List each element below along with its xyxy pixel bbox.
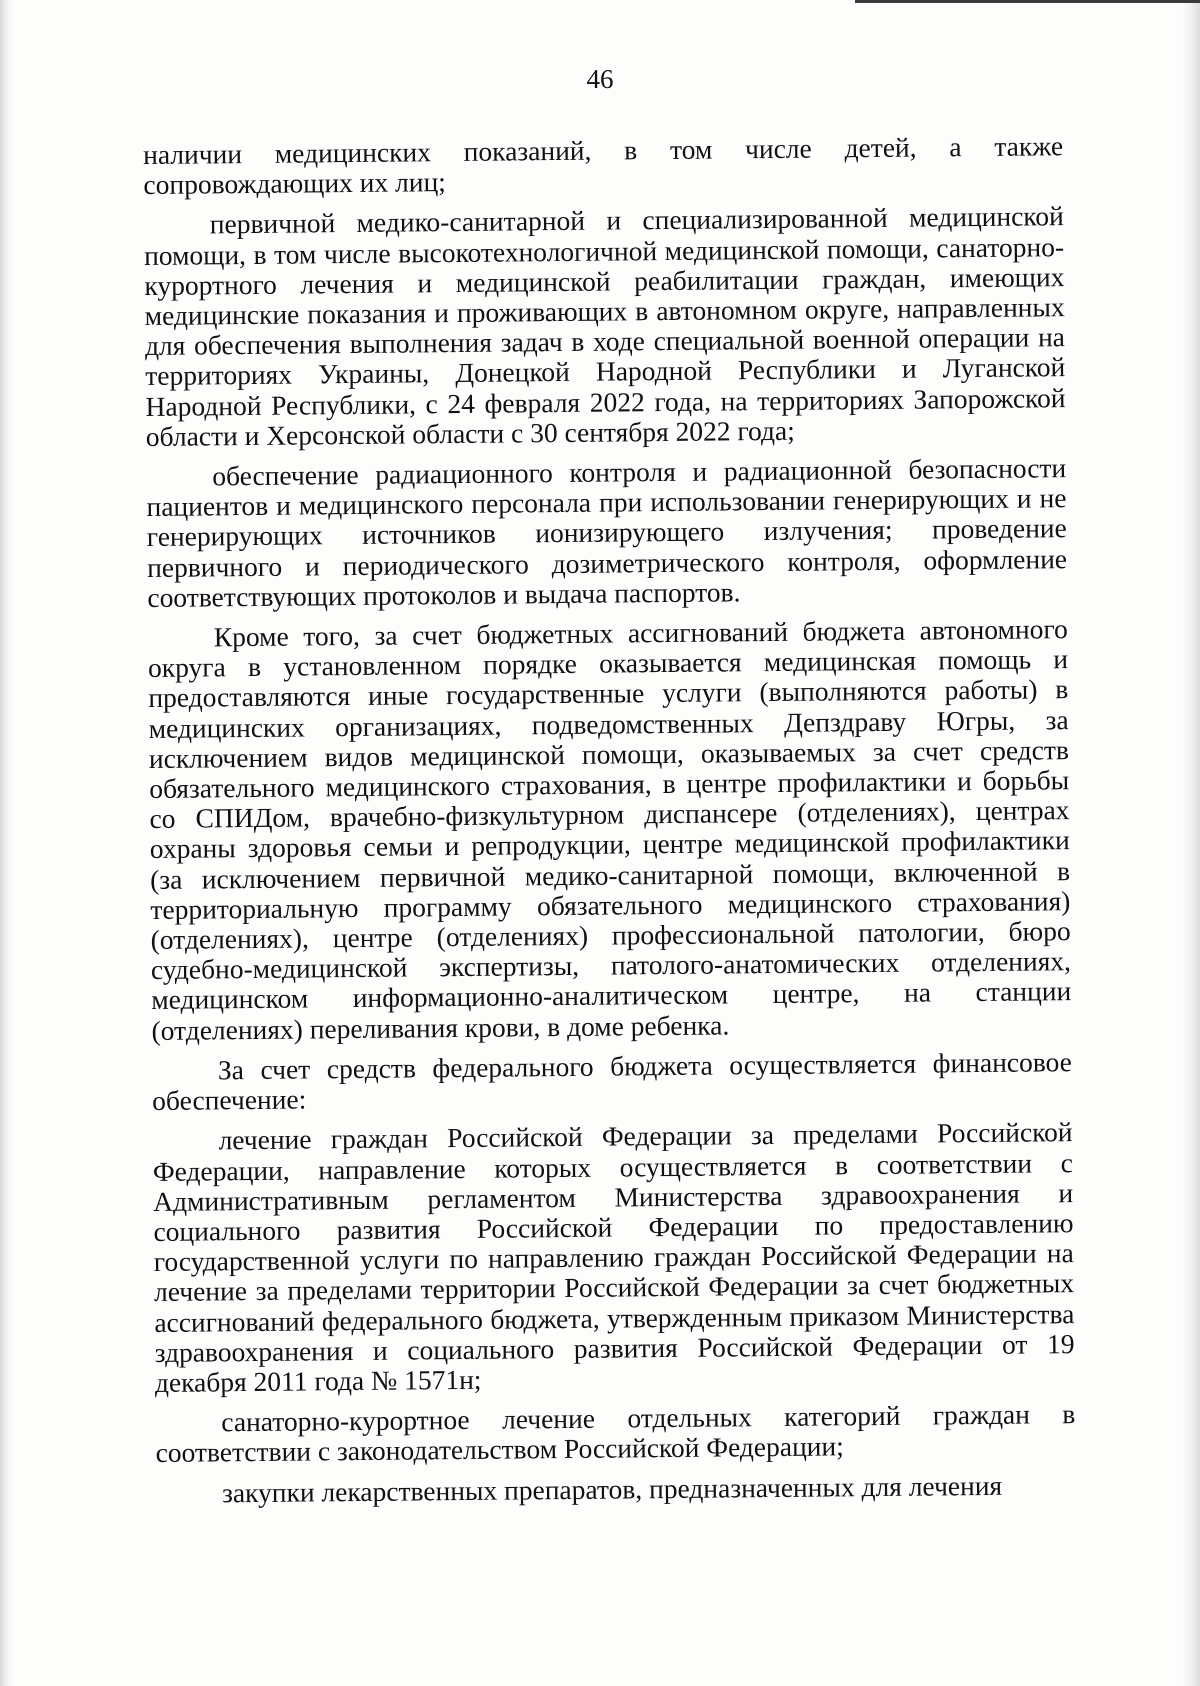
paragraph-radiation-control: обеспечение радиационного контроля и радиационной безопасности пациентов и медицинского персонала при использовании генерирующих и не генерирующих источников ионизирующего излучения; проведение первичного и периодического дозиметрического контроля, оформление соответствующих протоколов и выдача паспортов.	[146, 452, 1068, 613]
paragraph-sanatorium: санаторно-курортное лечение отдельных категорий граждан в соответствии с законодательством Российской Федерации;	[155, 1398, 1076, 1469]
paragraph-treatment-abroad: лечение граждан Российской Федерации за пределами Российской Федерации, направление которых осуществляется в соответствии с Административным регламентом Министерства здравоохранения и социального развития Российской Федерации по предоставлению государственной услуги по направлению граждан Российской Федерации на лечение за пределами территории Российской Федерации за счет бюджетных ассигнований федерального бюджета, утвержденным приказом Министерства здравоохранения и социального развития Российской Федерации от 19 декабря 2011 года № 1571н;	[152, 1116, 1075, 1398]
paragraph-federal-funding: За счет средств федерального бюджета осуществляется финансовое обеспечение:	[152, 1046, 1073, 1117]
paragraph-continuation: наличии медицинских показаний, в том числе детей, а также сопровождающих их лиц;	[142, 130, 1064, 201]
scan-edge-left	[0, 0, 14, 1686]
paragraph-primary-care: первичной медико-санитарной и специализированной медицинской помощи, в том числе высокотехнологичной медицинской помощи, санаторно-курортного лечения и медицинской реабилитации граждан, имеющих медицинские показания и проживающих в автономном округе, направленных для обеспечения выполнения задач в ходе специальной военной операции на территориях Украины, Донецкой Народной Республики и Луганской Народной Республики, с 24 февраля 2022 года, на территориях Запорожской области и Херсонской области с 30 сентября 2022 года;	[143, 200, 1066, 452]
document-body	[143, 131, 1076, 1519]
page-number: 46	[586, 64, 614, 94]
scan-edge-right	[1182, 0, 1200, 1686]
paragraph-drug-purchases: закупки лекарственных препаратов, предназначенных для лечения	[221, 1469, 1003, 1508]
scan-edge-top-line	[855, 0, 1200, 3]
paragraph-budget-services: Кроме того, за счет бюджетных ассигнований бюджета автономного округа в установленном порядке оказывается медицинская помощь и предоставляются иные государственные услуги (выполняются работы) в медицинских организациях, подведомственных Депздраву Югры, за исключением видов медицинской помощи, оказываемых за счет средств обязательного медицинского страхования, в центре профилактики и борьбы со СПИДом, врачебно-физкультурном диспансере (отделениях), центрах охраны здоровья семьи и репродукции, центре медицинской профилактики (за исключением первичной медико-санитарной помощи, включенной в территориальную программу обязательного медицинского страхования) (отделениях), центре (отделениях) профессиональной патологии, бюро судебно-медицинской экспертизы, патолого-анатомических отделениях, медицинском информационно-аналитическом центре, на станции (отделениях) переливания крови, в доме ребенка.	[147, 613, 1072, 1046]
